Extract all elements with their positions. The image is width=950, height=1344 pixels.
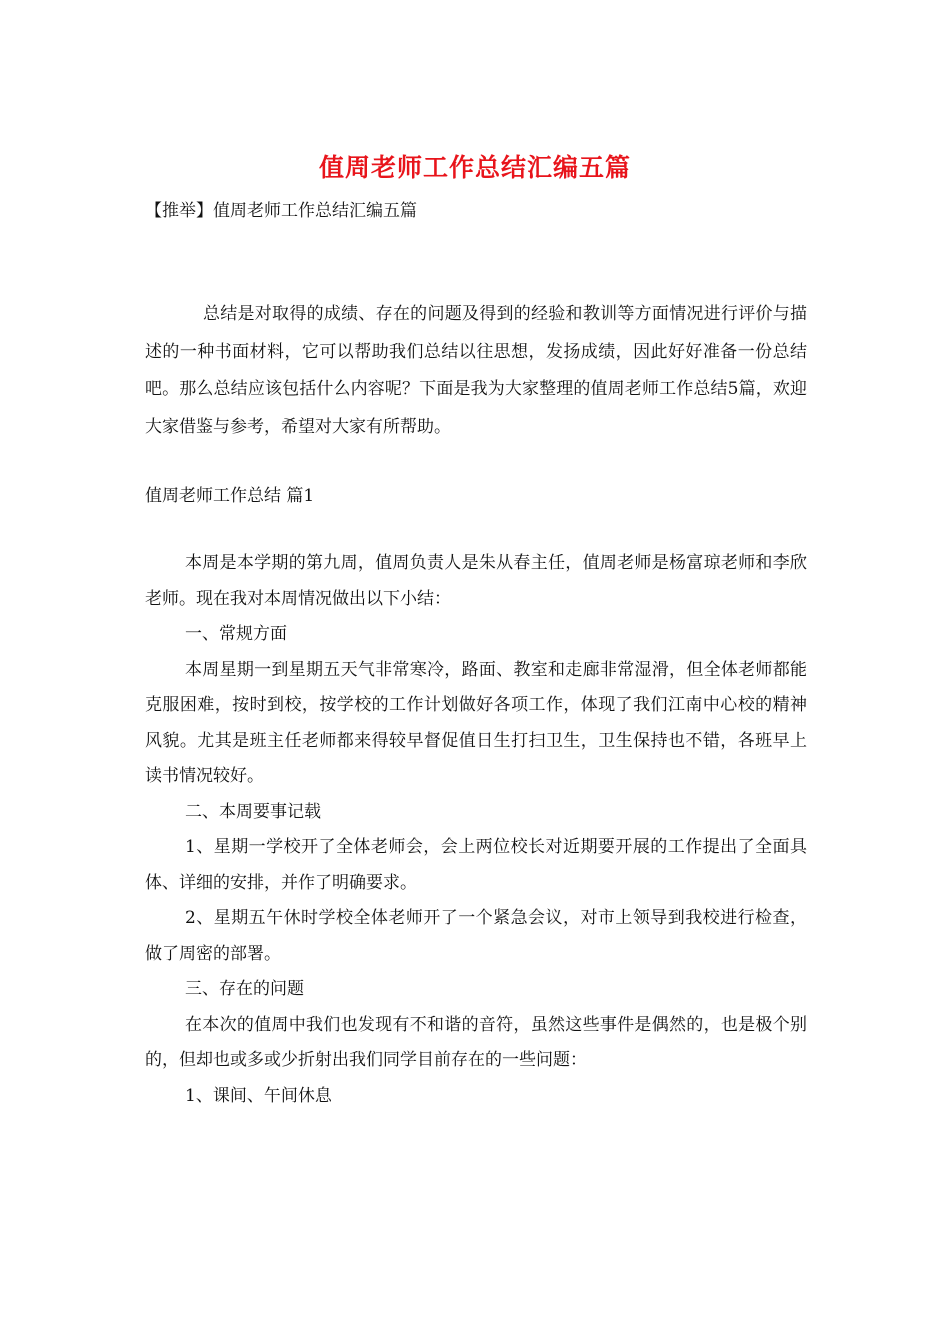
body-paragraph: 本周星期一到星期五天气非常寒冷，路面、教室和走廊非常湿滑，但全体老师都能克服困难，按时到校，按学校的工作计划做好各项工作，体现了我们江南中心校的精神风貌。尤其是班主任老师都来得较早督促值日生打扫卫生，卫生保持也不错，各班早上读书情况较好。 [145,659,807,786]
body-paragraph: 在本次的值周中我们也发现有不和谐的音符，虽然这些事件是偶然的，也是极个别的，但却也或多或少折射出我们同学目前存在的一些问题： [145,1014,807,1070]
body-subheading: 三、存在的问题 [185,979,304,999]
document-subtitle: 【推举】值周老师工作总结汇编五篇 [145,201,417,221]
body-subheading: 二、本周要事记载 [185,801,321,822]
body-paragraph: 本周是本学期的第九周，值周负责人是朱从春主任，值周老师是杨富琼老师和李欣老师。现在我对本周情况做出以下小结： [145,553,807,609]
intro-paragraph: 总结是对取得的成绩、存在的问题及得到的经验和教训等方面情况进行评价与描述的一种书面材料，它可以帮助我们总结以往思想，发扬成绩，因此好好准备一份总结吧。那么总结应该包括什么内容呢？下面是我为大家整理的值周老师工作总结5篇，欢迎大家借鉴与参考，希望对大家有所帮助。 [145,304,807,437]
body-paragraph: 2、星期五午休时学校全体老师开了一个紧急会议，对市上领导到我校进行检查，做了周密的部署。 [145,908,807,964]
body-paragraph: 1、星期一学校开了全体老师会，会上两位校长对近期要开展的工作提出了全面具体、详细的安排，并作了明确要求。 [145,837,807,893]
section-body [145,546,807,1114]
body-subheading: 一、常规方面 [185,624,287,644]
section-heading: 值周老师工作总结 篇1 [145,486,315,506]
document-title: 值周老师工作总结汇编五篇 [318,153,631,182]
body-subheading: 1、课间、午间休息 [185,1085,332,1106]
